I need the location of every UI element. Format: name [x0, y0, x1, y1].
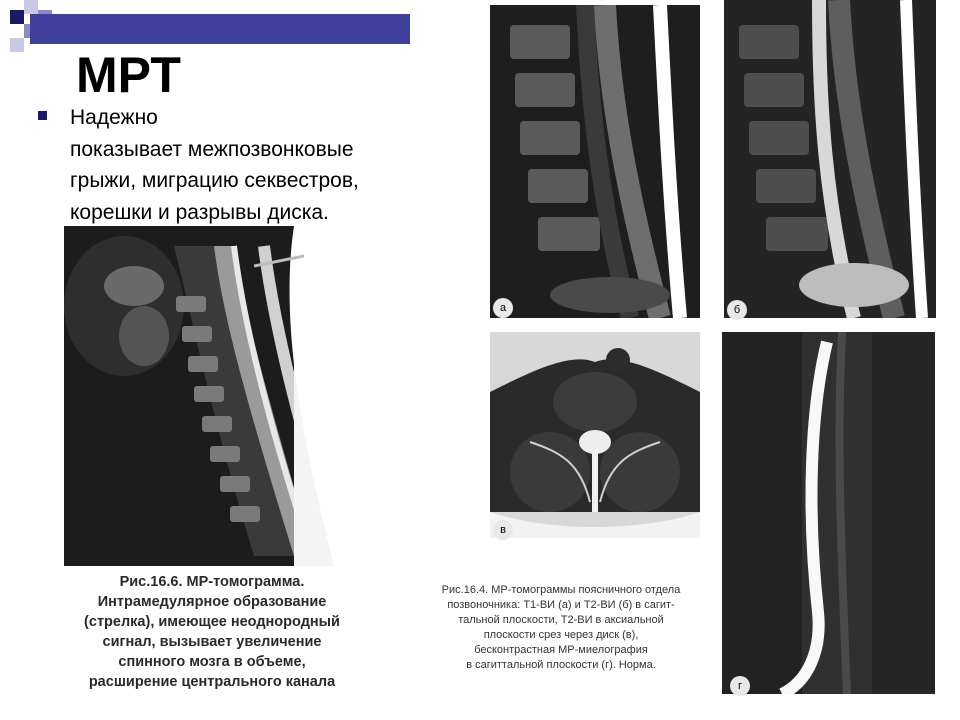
- bullet-marker: [38, 111, 47, 120]
- bullet-line: корешки и разрывы диска.: [70, 200, 329, 224]
- bullet-text: [70, 102, 410, 228]
- caption-line: расширение центрального канала: [88, 674, 336, 690]
- caption-line: в сагиттальной плоскости (г). Норма.: [466, 659, 656, 671]
- caption-line: спинного мозга в объеме,: [118, 654, 306, 670]
- slide-title: МРТ: [76, 47, 181, 103]
- bullet-line: показывает межпозвонковые: [70, 137, 354, 161]
- bullet-line: Надежно: [70, 106, 158, 129]
- panel-label-b: б: [727, 300, 747, 320]
- figure-right-caption: [422, 583, 700, 673]
- mri-panel-g-image: [722, 332, 935, 694]
- panel-label-a: а: [493, 298, 513, 318]
- caption-line: Интрамедулярное образование: [97, 594, 327, 610]
- mri-panel-a-image: [490, 5, 700, 318]
- caption-line: тальной плоскости, Т2-ВИ в аксиальной: [458, 614, 664, 626]
- mri-panel-v-image: [490, 332, 700, 538]
- mri-cervical-sagittal-image: [64, 226, 358, 566]
- figure-left-caption: [62, 572, 362, 692]
- panel-label-v: в: [493, 520, 513, 540]
- mri-panel-b-image: [724, 0, 936, 318]
- caption-line: сигнал, вызывает увеличение: [102, 634, 322, 650]
- caption-line: позвоночника: Т1-ВИ (а) и Т2-ВИ (б) в сагит-: [447, 599, 675, 611]
- panel-label-g: г: [730, 676, 750, 696]
- title-accent-bar: [30, 14, 410, 44]
- caption-line: плоскости срез через диск (в),: [483, 629, 639, 641]
- caption-line: Рис.16.6. МР-томограмма.: [119, 574, 305, 590]
- caption-line: (стрелка), имеющее неоднородный: [84, 614, 340, 630]
- caption-line: бесконтрастная МР-миелография: [474, 644, 648, 656]
- bullet-line: грыжи, миграцию секвестров,: [70, 169, 359, 192]
- caption-line: Рис.16.4. МР-томограммы поясничного отдела: [441, 584, 681, 596]
